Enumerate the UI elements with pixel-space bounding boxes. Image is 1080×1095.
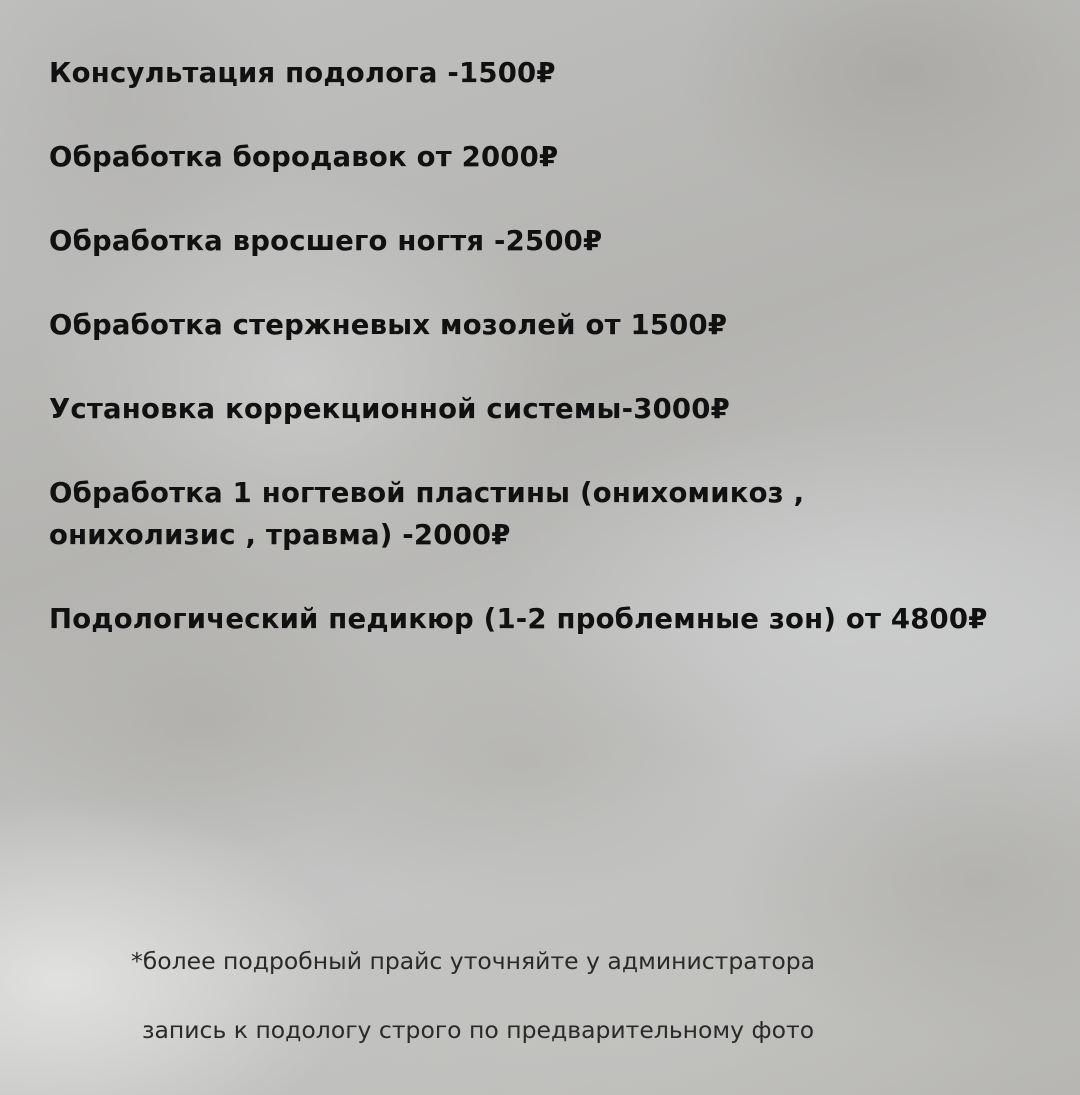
price-list: [49, 52, 1049, 682]
price-item-podology-pedicure: Подологический педикюр (1-2 проблемные зон) от 4800₽: [49, 603, 988, 635]
price-details-note: *более подробный прайс уточняйте у администратора: [131, 947, 816, 975]
price-item-ingrown-nail-treatment: Обработка вросшего ногтя -2500₽: [49, 225, 603, 257]
price-item-nail-plate-treatment: Обработка 1 ногтевой пластины (онихомикоз , онихолизис , травма) -2000₽: [49, 477, 805, 551]
price-item-core-callus-treatment: Обработка стержневых мозолей от 1500₽: [49, 309, 728, 341]
price-item-podologist-consultation: Консультация подолога -1500₽: [49, 57, 556, 89]
booking-note: запись к подологу строго по предварительному фото: [142, 1016, 815, 1044]
price-item-wart-treatment: Обработка бородавок от 2000₽: [49, 141, 559, 173]
price-item-correction-system: Установка коррекционной системы-3000₽: [49, 393, 730, 425]
